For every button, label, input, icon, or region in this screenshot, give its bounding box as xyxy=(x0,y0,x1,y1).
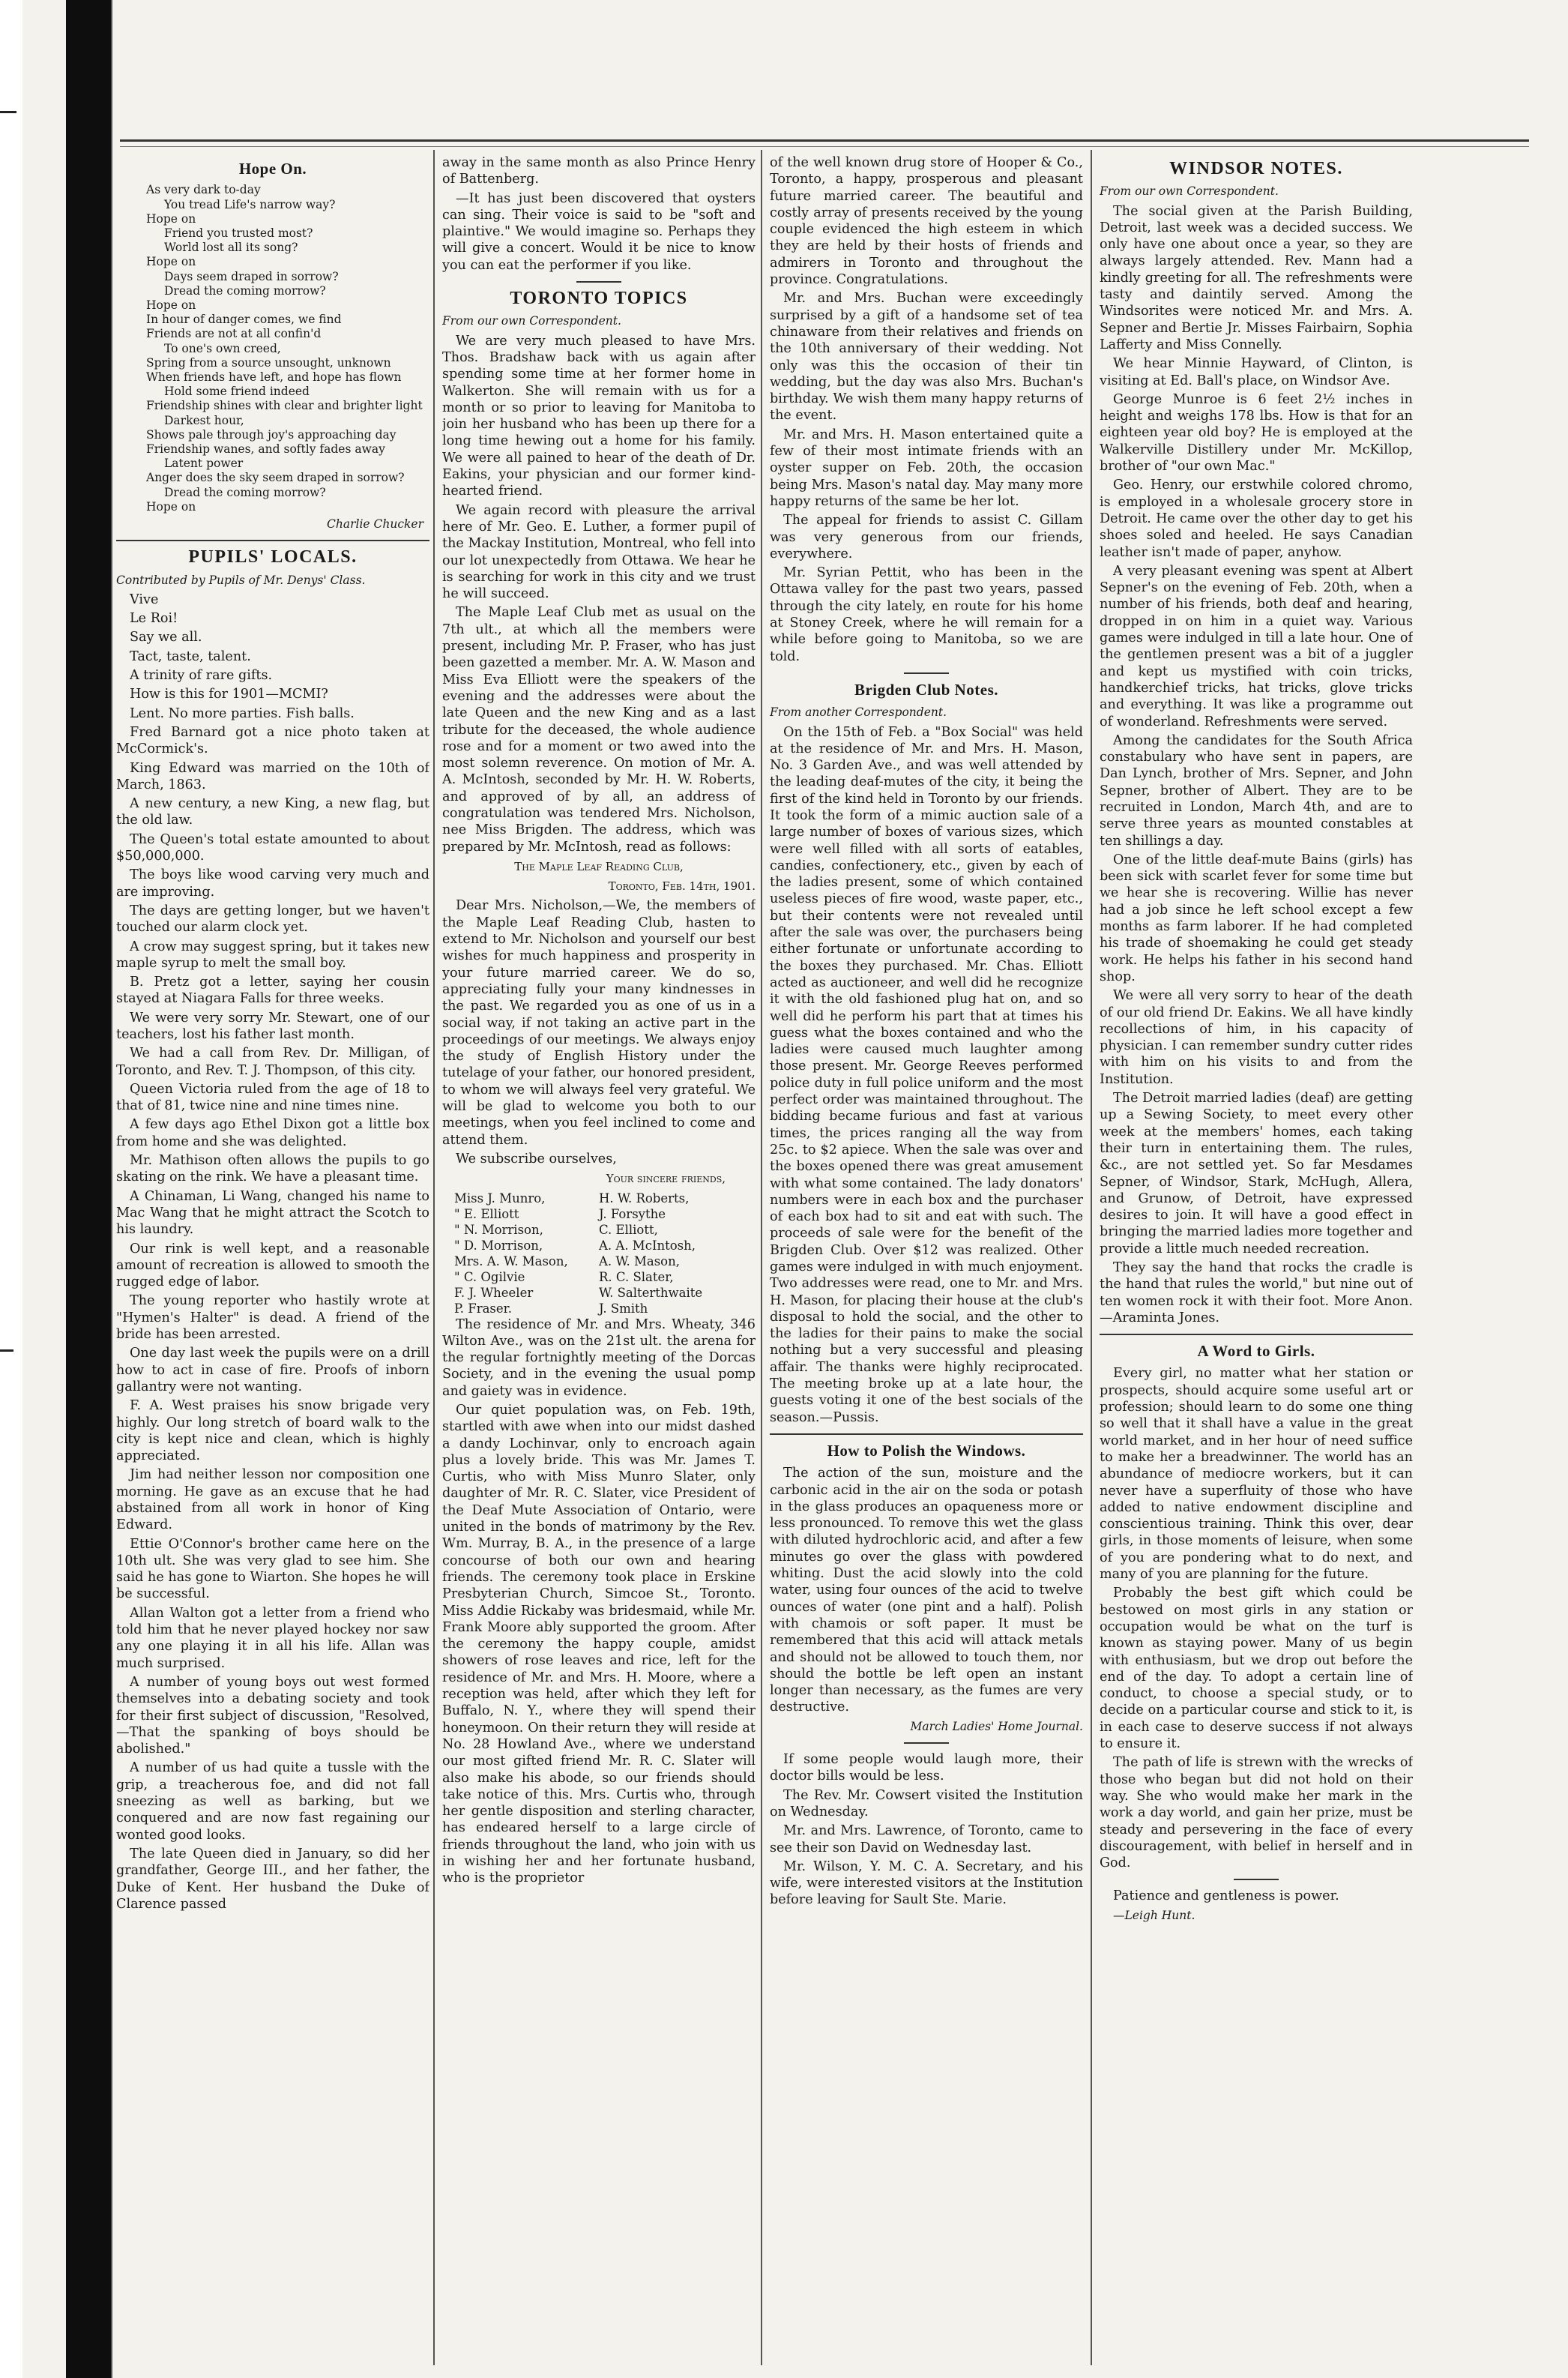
local-item: King Edward was married on the 10th of March, 1863. xyxy=(116,760,429,792)
article-paragraph: George Munroe is 6 feet 2½ inches in height and weighs 178 lbs. How is that for an eighteen year old boy? He is employed at the Walkerville Distillery under Mr. McKillop, brother of "our own Mac." xyxy=(1100,391,1413,475)
article-paragraph: Among the candidates for the South Africa constabulary who have sent in papers, are Dan Lynch, brother of Mrs. Sepner, and John Sepner, brother of Albert. They are to be recruited in London, March 4th, and are to serve three years as mounted constables at ten shillings a day. xyxy=(1100,732,1413,849)
local-item: The young reporter who hastily wrote at "Hymen's Halter" is dead. A friend of the bride has been arrested. xyxy=(116,1293,429,1343)
poem-line: When friends have left, and hope has flown xyxy=(146,370,402,384)
local-item: The boys like wood carving very much and are improving. xyxy=(116,867,429,900)
section-divider xyxy=(116,540,429,541)
signatory: F. J. Wheeler xyxy=(454,1285,534,1300)
windsor-notes-title: WINDSOR NOTES. xyxy=(1169,159,1343,178)
column-rule xyxy=(1091,150,1092,2365)
signatory: W. Salterthwaite xyxy=(599,1285,703,1300)
column-2 xyxy=(442,154,756,2374)
section-divider xyxy=(576,281,621,283)
poem-line: Darkest hour, xyxy=(164,413,244,427)
crop-mark xyxy=(0,111,16,113)
local-item: Ettie O'Connor's brother came here on the 10th ult. She was very glad to see him. She said he has gone to Wiarton. She hopes he will be successful. xyxy=(116,1536,429,1602)
local-item: A trinity of rare gifts. xyxy=(130,668,273,684)
article-paragraph: We are very much pleased to have Mrs. Thos. Bradshaw back with us again after spending some time at her former home in Walkerton. She will remain with us for a month or so prior to leaving for Manitoba to join her husband who has been up there for a long time hewing out a home for his family. We were all pained to hear of the death of Dr. Eakins, your physician and our former kind-hearted friend. xyxy=(442,333,756,499)
short-item: The Rev. Mr. Cowsert visited the Institution on Wednesday. xyxy=(770,1787,1083,1819)
signatory: R. C. Slater, xyxy=(599,1269,674,1284)
signatory: " C. Ogilvie xyxy=(454,1269,525,1284)
poem-line: Friendship shines with clear and brighter light xyxy=(146,399,423,413)
local-item: Lent. No more parties. Fish balls. xyxy=(130,705,355,721)
polish-windows-title: How to Polish the Windows. xyxy=(827,1441,1026,1460)
letter-paragraph: Dear Mrs. Nicholson,—We, the members of the Maple Leaf Reading Club, hasten to extend to Mr. Nicholson and yourself our best wishes for much happiness and prosperity in your future married career. We do so, appreciating fully your many kindnesses in the past. We regarded you as one of us in a social way, if not taking an active part in the proceedings of our meetings. We always enjoy the study of English History under the tutelage of your father, our honored president, to whom we will always feel very grateful. We will be glad to welcome you both to our meetings, when you feel inclined to come and attend them. xyxy=(442,898,756,1148)
article-source: March Ladies' Home Journal. xyxy=(910,1719,1083,1733)
article-paragraph: —It has just been discovered that oysters can sing. Their voice is said to be "soft and plaintive." We would imagine so. Perhaps they will give a concert. Would it be nice to know you can eat the performer if you like. xyxy=(442,190,756,273)
signatories xyxy=(442,1190,756,1316)
signatory: Miss J. Munro, xyxy=(454,1190,546,1205)
section-divider xyxy=(770,1433,1083,1435)
top-rule-thin xyxy=(120,146,1529,147)
letter-heading: The Maple Leaf Reading Club, xyxy=(514,859,684,873)
article-paragraph: Geo. Henry, our erstwhile colored chromo, is employed in a wholesale grocery store in Detroit. He came over the other day to get his shoes soled and heeled. He says Canadian leather isn't made of paper, anyhow. xyxy=(1100,478,1413,560)
local-item: Jim had neither lesson nor composition one morning. He gave as an excuse that he had abstained from all work in honor of King Edward. xyxy=(116,1467,429,1533)
poem-line: In hour of danger comes, we find xyxy=(146,313,342,327)
poem-body xyxy=(116,183,429,514)
article-paragraph: The residence of Mr. and Mrs. Wheaty, 346 Wilton Ave., was on the 21st ult. the arena for the regular fortnightly meeting of the Dorcas Society, and in the evening the usual pomp and gaiety was in evidence. xyxy=(442,1316,756,1399)
local-item: How is this for 1901—MCMI? xyxy=(130,687,328,702)
signatory: A. W. Mason, xyxy=(599,1253,680,1268)
poem-title: Hope On. xyxy=(238,160,307,178)
article-paragraph: Mr. Syrian Pettit, who has been in the Ottawa valley for the past two years, passed through the city lately, en route for his home at Stoney Creek, where he will remain for a while before going to Manitoba, so we are told. xyxy=(770,565,1083,664)
article-paragraph: Mr. and Mrs. Buchan were exceedingly surprised by a gift of a handsome set of tea chinaware from their relatives and friends on the 10th anniversary of their wedding. Not only was this the occasion of their tin wedding, but the day was also Mrs. Buchan's birthday. We wish them many happy returns of the event. xyxy=(770,291,1083,424)
signatory: Mrs. A. W. Mason, xyxy=(454,1253,568,1268)
article-paragraph: The Maple Leaf Club met as usual on the 7th ult., at which all the members were present, including Mr. P. Fraser, who has just been gazetted a member. Mr. A. W. Mason and Miss Eva Elliott were the speakers of the evening and the addresses were about the late Queen and the new King and as a last tribute for the deceased, the whole audience rose and for a moment or two awed into the most solemn reverence. On motion of Mr. A. A. McIntosh, seconded by Mr. H. W. Roberts, and approved of by all, an address of congratulation was tendered Mrs. Nicholson, nee Miss Brigden. The address, which was prepared by Mr. McIntosh, read as follows: xyxy=(442,605,756,855)
local-item: Our rink is well kept, and a reasonable amount of recreation is allowed to smooth the rugged edge of labor. xyxy=(116,1241,429,1290)
article-paragraph: Mr. and Mrs. H. Mason entertained quite a few of their most intimate friends with an oyster supper on Feb. 20th, the occasion being Mrs. Mason's natal day. May many more happy returns of the same be her lot. xyxy=(770,427,1083,509)
column-rule xyxy=(433,150,435,2365)
brigden-club-byline: From another Correspondent. xyxy=(770,705,947,720)
letter-paragraph: We subscribe ourselves, xyxy=(456,1151,617,1167)
local-item: A number of young boys out west formed themselves into a debating society and took for their first subject of discussion, "Resolved,—That the spanking of boys should be abolished." xyxy=(116,1674,429,1757)
poem-line: Friends are not at all confin'd xyxy=(146,327,322,341)
poem-line: World lost all its song? xyxy=(164,241,298,255)
signatory: " N. Morrison, xyxy=(454,1222,543,1237)
poem-line: Hope on xyxy=(146,255,196,269)
toronto-topics-byline: From our own Correspondent. xyxy=(442,314,621,328)
section-divider xyxy=(1234,1879,1279,1880)
article-paragraph: The social given at the Parish Building, Detroit, last week was a decided success. We only have one about once a year, so they are always largely attended. Rev. Mann had a kindly greeting for all. The refreshments were tasty and daintily served. Among the Windsorites were noticed Mr. and Mrs. A. Sepner and Bertie Jr. Misses Fairbairn, Sophia Lafferty and Miss Connelly. xyxy=(1100,203,1413,352)
signatory: J. Forsythe xyxy=(599,1206,666,1221)
signatory: " D. Morrison, xyxy=(454,1238,543,1253)
article-paragraph: A very pleasant evening was spent at Albert Sepner's on the evening of Feb. 20th, when a number of his friends, both deaf and hearing, dropped in on him in a quiet way. Various games were indulged in till a late hour. One of the gentlemen present was a bit of a juggler and kept us mystified with coin tricks, handkerchief tricks, hat tricks, glove tricks and everything. It was like a programme out of wonderland. Refreshments were served. xyxy=(1100,563,1413,729)
poem-line: Anger does the sky seem draped in sorrow? xyxy=(146,471,405,485)
signatory: H. W. Roberts, xyxy=(599,1190,690,1205)
article-paragraph: The action of the sun, moisture and the carbonic acid in the air on the soda or potash in the glass produces an opaqueness more or less pronounced. To remove this wet the glass with diluted hydrochloric acid, and after a few minutes go over the glass with powdered whiting. Dust the acid slowly into the cold water, using four ounces of the acid to twelve ounces of water (one pint and a half). Polish with chamois or soft paper. It must be remembered that this acid will attack metals and should not be allowed to touch them, nor should the bottle be left open an instant longer than necessary, as the fumes are very destructive. xyxy=(770,1466,1083,1715)
local-item: We were very sorry Mr. Stewart, one of our teachers, lost his father last month. xyxy=(116,1010,429,1042)
binding-spine xyxy=(66,0,111,2378)
letter-closing: Your sincere friends, xyxy=(606,1172,726,1186)
local-item: A crow may suggest spring, but it takes new maple syrup to melt the small boy. xyxy=(116,939,429,971)
poem-line: Dread the coming morrow? xyxy=(164,283,326,298)
local-item: The days are getting longer, but we haven't touched our alarm clock yet. xyxy=(116,903,429,936)
top-rule xyxy=(120,139,1529,142)
local-item: B. Pretz got a letter, saying her cousin stayed at Niagara Falls for three weeks. xyxy=(116,975,429,1007)
quote-text: Patience and gentleness is power. xyxy=(1113,1888,1339,1904)
article-paragraph: The appeal for friends to assist C. Gillam was very generous from our friends, everywhere. xyxy=(770,513,1083,562)
word-to-girls-title: A Word to Girls. xyxy=(1197,1342,1315,1361)
section-divider xyxy=(1100,1334,1413,1335)
poem-line: To one's own creed, xyxy=(164,341,281,355)
signatory: J. Smith xyxy=(599,1301,648,1316)
local-item: Fred Barnard got a nice photo taken at McCormick's. xyxy=(116,724,429,757)
page-margin xyxy=(0,0,22,2378)
poem-line: Friend you trusted most? xyxy=(164,226,313,240)
poem-line: Hold some friend indeed xyxy=(164,385,310,399)
poem-line: Days seem draped in sorrow? xyxy=(164,269,339,283)
crop-mark xyxy=(0,1349,13,1352)
poem-signature: Charlie Chucker xyxy=(327,517,423,531)
poem-line: Dread the coming morrow? xyxy=(164,485,326,499)
section-divider xyxy=(904,1742,949,1744)
poem-line: You tread Life's narrow way? xyxy=(164,197,336,211)
article-paragraph: We hear Minnie Hayward, of Clinton, is visiting at Ed. Ball's place, on Windsor Ave. xyxy=(1100,356,1413,388)
local-item: Tact, taste, talent. xyxy=(130,648,251,664)
column-1 xyxy=(116,154,429,2374)
column-4 xyxy=(1100,154,1413,2374)
poem-line: Friendship wanes, and softly fades away xyxy=(146,442,385,456)
article-paragraph: They say the hand that rocks the cradle is the hand that rules the world," but nine out of ten women rock it with their foot. More Anon.—Araminta Jones. xyxy=(1100,1260,1413,1325)
article-paragraph: We were all very sorry to hear of the death of our old friend Dr. Eakins. We all have kindly recollections of him, in his capacity of physician. I can remember sundry cutter rides with him on his visits to and from the Institution. xyxy=(1100,988,1413,1087)
local-item: One day last week the pupils were on a drill how to act in case of fire. Proofs of inborn gallantry were not wanting. xyxy=(116,1346,429,1394)
brigden-club-title: Brigden Club Notes. xyxy=(854,680,999,699)
local-item: Vive xyxy=(130,592,159,607)
poem-line: As very dark to-day xyxy=(146,183,261,197)
quote-author: —Leigh Hunt. xyxy=(1113,1908,1195,1922)
local-item: Mr. Mathison often allows the pupils to go skating on the rink. We have a pleasant time. xyxy=(116,1153,429,1185)
article-paragraph: Our quiet population was, on Feb. 19th, startled with awe when into our midst dashed a dandy Lochinvar, only to encroach again plus a lovely bride. This was Mr. James T. Curtis, who with Miss Munro Slater, only daughter of Mr. R. C. Slater, vice President of the Deaf Mute Association of Ontario, were united in the bonds of matrimony by the Rev. Wm. Murray, B. A., in the presence of a large concourse of both our own and hearing friends. The ceremony took place in Erskine Presbyterian Church, Simcoe St., Toronto. Miss Addie Rickaby was bridesmaid, while Mr. Frank Moore ably supported the groom. After the ceremony the happy couple, amidst showers of rose leaves and rice, left for the residence of Mr. and Mrs. H. Moore, where a reception was held, after which they left for Buffalo, N. Y., where they will spend their honeymoon. On their return they will reside at No. 28 Howland Ave., where we understand our most gifted friend Mr. R. C. Slater will also make his abode, so our friends should take notice of this. Mrs. Curtis who, through her gentle disposition and sterling character, has endeared herself to a large circle of friends throughout the land, who join with us in wishing her and her fortunate husband, who is the proprietor xyxy=(442,1403,756,1886)
local-item: A number of us had quite a tussle with the grip, a treacherous foe, and did not fall sneezing as well as barking, but we conquered and are now fast regaining our wonted good looks. xyxy=(116,1760,429,1843)
poem-line: Hope on xyxy=(146,499,196,514)
toronto-topics-title: TORONTO TOPICS xyxy=(510,289,688,309)
short-item: Mr. and Mrs. Lawrence, of Toronto, came to see their son David on Wednesday last. xyxy=(770,1823,1083,1855)
article-continuation: of the well known drug store of Hooper & Co., Toronto, a happy, prosperous and pleasant future married career. The beautiful and costly array of presents received by the young couple evidenced the high esteem in which they are held by their hosts of friends and admirers in Toronto and throughout the province. Congratulations. xyxy=(770,155,1083,288)
poem-line: Shows pale through joy's approaching day xyxy=(146,427,396,442)
local-item: A Chinaman, Li Wang, changed his name to Mac Wang that he might attract the Scotch to his laundry. xyxy=(116,1188,429,1238)
local-item: We had a call from Rev. Dr. Milligan, of Toronto, and Rev. T. J. Thompson, of this city. xyxy=(116,1046,429,1078)
local-item: A few days ago Ethel Dixon got a little box from home and she was delighted. xyxy=(116,1117,429,1149)
signatory: " E. Elliott xyxy=(454,1206,519,1221)
column-3 xyxy=(770,154,1083,2374)
article-paragraph: On the 15th of Feb. a "Box Social" was held at the residence of Mr. and Mrs. H. Mason, No. 3 Garden Ave., and was well attended by the leading deaf-mutes of the city, it being the first of the kind held in Toronto by our friends. It took the form of a mimic auction sale of a large number of boxes of various sizes, which were well filled with all sorts of eatables, candies, confectionery, etc., given by each of the ladies present, some of which contained useless pieces of fire wood, waste paper, etc., but their contents were not revealed until after the sale was over, the purchasers being either fortunate or unfortunate according to the boxes they purchased. Mr. Chas. Elliott acted as auctioneer, and well did he recognize it with the old fashioned plug hat on, and so well did he perform his part that at times his guess what the boxes contained and who the ladies were caused much laughter among those present. Mr. George Reeves performed police duty in full police uniform and the most perfect order was maintained throughout. The bidding became furious and fast at various times, the prices ranging all the way from 25c. to $2 apiece. When the sale was over and the boxes opened there was great amusement with what some contained. The lady donators' numbers were in each box and the purchaser of each box had to sit and eat with such. The proceeds of sale were for the benefit of the Brigden Club. Over $12 was realized. Other games were indulged in with much enjoyment. Two addresses were read, one to Mr. and Mrs. H. Mason, for placing their house at the club's disposal to hold the social, and the other to the ladies for their pains to make the social nothing but a very successful and pleasing affair. The thanks were highly reciprocated. The meeting broke up at a late hour, the guests voting it one of the best socials of the season.—Pussis. xyxy=(770,724,1083,1425)
local-item: The Queen's total estate amounted to about $50,000,000. xyxy=(116,831,429,864)
article-paragraph: Every girl, no matter what her station or prospects, should acquire some useful art or profession; should learn to do some one thing so well that it shall have a value in the great world market, and in her hour of need suffice to make her a breadwinner. The world has an abundance of mediocre workers, but it can never have a superfluity of those who have added to native endowment discipline and conscientious training. Think this over, dear girls, in those moments of leisure, when some of you are pondering what to do next, and many of you are planning for the future. xyxy=(1100,1366,1413,1583)
poem-line: Hope on xyxy=(146,298,196,312)
local-item: Say we all. xyxy=(130,630,202,645)
article-paragraph: The path of life is strewn with the wrecks of those who began but did not hold on their way. She who would make her mark in the work a day world, and gain her prize, must be steady and persevering in the face of every discouragement, with belief in herself and in God. xyxy=(1100,1755,1413,1871)
section-divider xyxy=(904,672,949,674)
pupils-locals-title: PUPILS' LOCALS. xyxy=(188,547,358,568)
article-paragraph: One of the little deaf-mute Bains (girls) has been sick with scarlet fever for some time but we hear she is recovering. Willie has never had a job since he left school except a few months as farm laborer. If he had completed his trade of shoemaking he could get steady work. He helps his father in his second hand shop. xyxy=(1100,852,1413,984)
column-rule xyxy=(761,150,762,2365)
article-continuation: away in the same month as also Prince Henry of Battenberg. xyxy=(442,155,756,187)
article-paragraph: We again record with pleasure the arrival here of Mr. Geo. E. Luther, a former pupil of the Mackay Institution, Montreal, who fell into our lot unexpectedly from Ottawa. We hear he is searching for work in this city and we trust he will succeed. xyxy=(442,502,756,602)
signatory: C. Elliott, xyxy=(599,1222,658,1237)
article-paragraph: The Detroit married ladies (deaf) are getting up a Sewing Society, to meet every other week at the members' homes, each taking their turn in entertaining them. The rules, &c., are not settled yet. So far Mesdames Sepner, of Windsor, Stark, McHugh, Allera, and Grunow, of Detroit, have expressed desires to join. It will have a good effect in bringing the married ladies more together and provide a little much needed recreation. xyxy=(1100,1091,1413,1256)
letter-dateline: Toronto, Feb. 14th, 1901. xyxy=(608,879,756,894)
local-item: Queen Victoria ruled from the age of 18 to that of 81, twice nine and nine times nine. xyxy=(116,1081,429,1114)
signatory: P. Fraser. xyxy=(454,1301,512,1316)
local-item: F. A. West praises his snow brigade very highly. Our long stretch of board walk to the city is kept nice and clean, which is highly appreciated. xyxy=(116,1398,429,1464)
poem-line: Hope on xyxy=(146,211,196,226)
local-item: Le Roi! xyxy=(130,611,178,627)
short-item: Mr. Wilson, Y. M. C. A. Secretary, and his wife, were interested visitors at the Institution before leaving for Sault Ste. Marie. xyxy=(770,1858,1083,1908)
poem-line: Spring from a source unsought, unknown xyxy=(146,355,391,370)
binding-edge xyxy=(111,0,112,2378)
short-item: If some people would laugh more, their doctor bills would be less. xyxy=(770,1752,1083,1784)
local-item: The late Queen died in January, so did her grandfather, George III., and her father, the Duke of Kent. Her husband the Duke of Clarence passed xyxy=(116,1846,429,1912)
local-item: Allan Walton got a letter from a friend who told him that he never played hockey nor saw any one playing it in all his life. Allan was much surprised. xyxy=(116,1605,429,1671)
poem-line: Latent power xyxy=(164,457,244,471)
article-paragraph: Probably the best gift which could be bestowed on most girls in any station or occupation would be what on the turf is known as staying power. Many of us begin with enthusiasm, but we drop out before the end of the day. To adopt a certain line of conduct, to choose a special study, or to decide on a particular course and stick to it, is in each case to deserve success if not always to ensure it. xyxy=(1100,1586,1413,1752)
local-item: A new century, a new King, a new flag, but the old law. xyxy=(116,796,429,828)
signatory: A. A. McIntosh, xyxy=(599,1238,696,1253)
pupils-locals-byline: Contributed by Pupils of Mr. Denys' Class. xyxy=(116,573,366,587)
windsor-notes-byline: From our own Correspondent. xyxy=(1100,184,1279,199)
